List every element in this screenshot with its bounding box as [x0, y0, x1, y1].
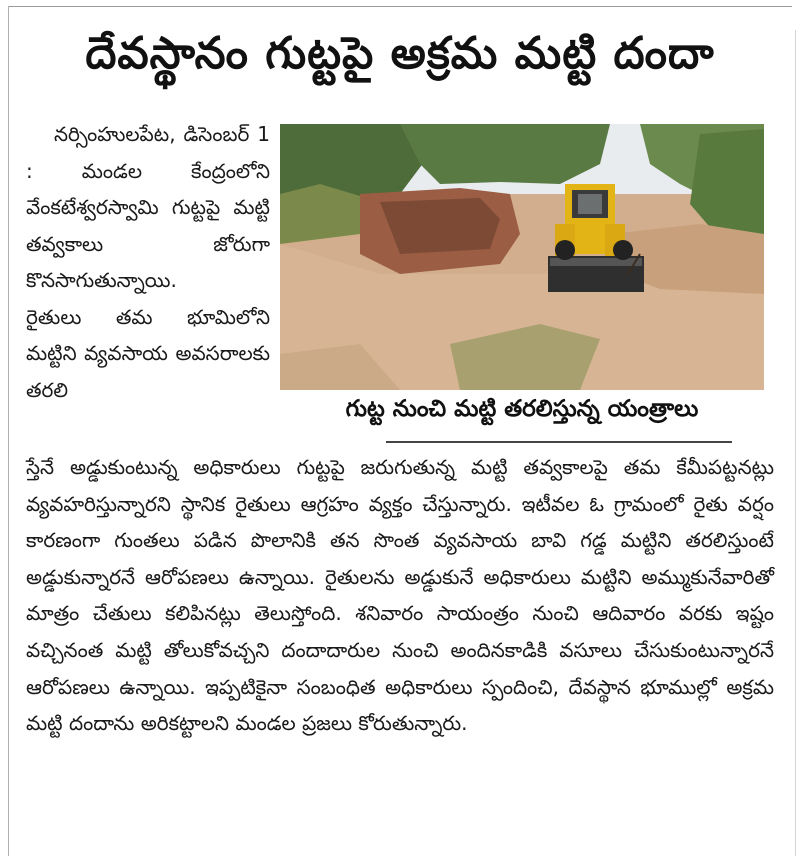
right-border [795, 30, 796, 856]
caption-underline [386, 441, 732, 443]
left-border [8, 6, 9, 856]
body-column-wide [26, 449, 774, 742]
top-border [8, 6, 792, 7]
excavator-photo [280, 124, 764, 390]
headline: దేవస్థానం గుట్టపై అక్రమ మట్టి దందా [85, 28, 715, 79]
body-paragraph-2-start: రైతులు తమ భూమిలోని మట్టిని వ్యవసాయ అవసరాలకు తరలి [26, 304, 270, 402]
body-column-narrow [26, 116, 270, 408]
news-photo [280, 124, 764, 390]
body-paragraph-1: నర్సింహులపేట, డిసెంబర్ 1 : మండల కేంద్రంలోని వేంకటేశ్వరస్వామి గుట్టపై మట్టి తవ్వకాలు జోరుగా కొనసాగుతున్నాయి. [26, 122, 270, 292]
photo-caption: గుట్ట నుంచి మట్టి తరలిస్తున్న యంత్రాలు [345, 396, 699, 422]
body-paragraph-2-continued: స్తేనే అడ్డుకుంటున్న అధికారులు గుట్టపై జరుగుతున్న మట్టి తవ్వకాలపై తమ కేమీపట్టనట్లు వ్యవహరిస్తున్నారని స్థానిక రైతులు ఆగ్రహం వ్యక్తం చేస్తున్నారు. ఇటీవల ఓ గ్రామంలో రైతు వర్షం కారణంగా గుంతలు పడిన పొలానికి తన సొంత వ్యవసాయ బావి గడ్డ మట్టిని తరలిస్తుంటే అడ్డుకున్నారనే ఆరోపణలు ఉన్నాయి. రైతులను అడ్డుకునే అధికారులు మట్టిని అమ్ముకునేవారితో మాత్రం చేతులు కలిపినట్లు తెలుస్తోంది. శనివారం సాయంత్రం నుంచి ఆదివారం వరకు ఇష్టం వచ్చినంత మట్టి తోలుకోవచ్చని దందాదారుల నుంచి అందినకాడికి వసూలు చేసుకుంటున్నారనే ఆరోపణలు ఉన్నాయి. ఇప్పటికైనా సంబంధిత అధికారులు స్పందించి, దేవస్థాన భూముల్లో అక్రమ మట్టి దందాను అరికట్టాలని మండల ప్రజలు కోరుతున్నారు. [26, 455, 774, 736]
